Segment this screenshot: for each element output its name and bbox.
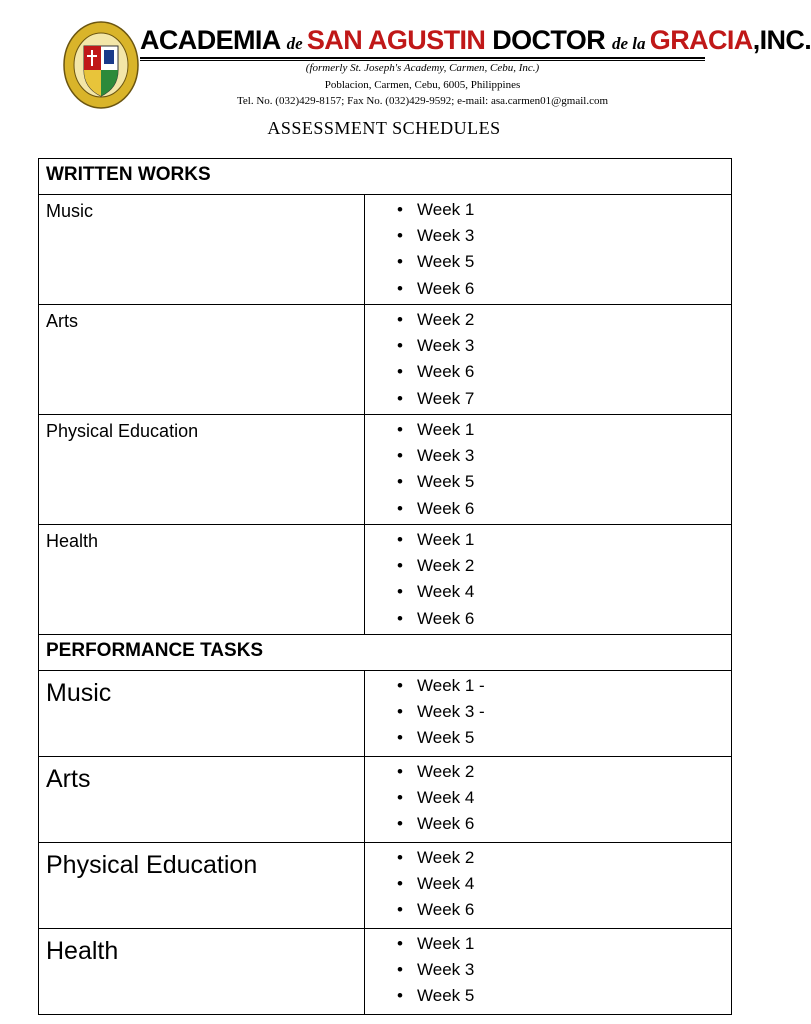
school-name-part5: ,INC. bbox=[752, 25, 811, 55]
week-item: • Week 5 bbox=[397, 469, 731, 495]
week-item: • Week 5 bbox=[397, 983, 731, 1009]
table-row bbox=[39, 929, 732, 1015]
formerly-line: (formerly St. Joseph's Academy, Carmen, Cebu, Inc.) bbox=[305, 62, 540, 74]
subject-name: Health bbox=[39, 929, 365, 1015]
week-item: • Week 3 bbox=[397, 333, 731, 359]
table-row bbox=[39, 757, 732, 843]
week-item: • Week 6 bbox=[397, 811, 731, 837]
week-item: • Week 6 bbox=[397, 276, 731, 302]
section-header-row bbox=[39, 159, 732, 195]
week-list bbox=[365, 929, 731, 1010]
week-item: • Week 1 bbox=[397, 527, 731, 553]
table-row bbox=[39, 671, 732, 757]
week-list bbox=[365, 305, 731, 412]
school-name-part4: GRACIA bbox=[649, 25, 753, 55]
week-list bbox=[365, 843, 731, 924]
week-item: • Week 6 bbox=[397, 606, 731, 632]
week-item: • Week 3 bbox=[397, 957, 731, 983]
contact-line: Tel. No. (032)429-8157; Fax No. (032)429-9592; e-mail: asa.carmen01@gmail.com bbox=[236, 95, 609, 107]
table-row bbox=[39, 525, 732, 635]
week-item: • Week 1 bbox=[397, 417, 731, 443]
week-item: • Week 6 bbox=[397, 496, 731, 522]
week-list bbox=[365, 415, 731, 522]
week-item: • Week 5 bbox=[397, 725, 731, 751]
subject-name: Music bbox=[39, 671, 365, 757]
week-item: • Week 2 bbox=[397, 845, 731, 871]
school-name-de: de bbox=[286, 34, 307, 53]
week-item: • Week 1 bbox=[397, 197, 731, 223]
subject-name: Health bbox=[39, 525, 365, 635]
week-item: • Week 5 bbox=[397, 249, 731, 275]
school-name bbox=[140, 24, 811, 60]
week-item: • Week 3 bbox=[397, 223, 731, 249]
week-item: • Week 6 bbox=[397, 359, 731, 385]
table-row bbox=[39, 415, 732, 525]
week-item: • Week 3 bbox=[397, 443, 731, 469]
school-name-part1: ACADEMIA bbox=[140, 25, 287, 55]
week-item: • Week 6 bbox=[397, 897, 731, 923]
address-line: Poblacion, Carmen, Cebu, 6005, Philippines bbox=[324, 79, 521, 91]
week-item: • Week 7 bbox=[397, 386, 731, 412]
week-item: • Week 1 bbox=[397, 931, 731, 957]
week-list bbox=[365, 195, 731, 302]
section-heading: WRITTEN WORKS bbox=[39, 159, 732, 195]
subject-name: Arts bbox=[39, 757, 365, 843]
subject-name: Music bbox=[39, 195, 365, 305]
table-row bbox=[39, 843, 732, 929]
week-item: • Week 4 bbox=[397, 785, 731, 811]
week-item: • Week 2 bbox=[397, 759, 731, 785]
week-item: • Week 4 bbox=[397, 579, 731, 605]
school-seal-logo bbox=[62, 20, 140, 110]
school-name-part3: DOCTOR bbox=[485, 25, 613, 55]
week-list bbox=[365, 671, 731, 752]
school-name-part2: SAN AGUSTIN bbox=[306, 25, 486, 55]
week-item: • Week 3 - bbox=[397, 699, 731, 725]
week-list bbox=[365, 757, 731, 838]
table-row bbox=[39, 195, 732, 305]
section-heading: PERFORMANCE TASKS bbox=[39, 635, 732, 671]
table-row bbox=[39, 305, 732, 415]
week-item: • Week 2 bbox=[397, 307, 731, 333]
header-rule-thick bbox=[140, 57, 705, 59]
section-header-row bbox=[39, 635, 732, 671]
assessment-schedule-table bbox=[38, 158, 732, 1015]
subject-name: Physical Education bbox=[39, 415, 365, 525]
week-item: • Week 2 bbox=[397, 553, 731, 579]
school-name-dela: de la bbox=[612, 34, 650, 53]
subject-name: Physical Education bbox=[39, 843, 365, 929]
week-item: • Week 4 bbox=[397, 871, 731, 897]
week-list bbox=[365, 525, 731, 632]
subject-name: Arts bbox=[39, 305, 365, 415]
header-rule-thin bbox=[140, 60, 705, 61]
week-item: • Week 1 - bbox=[397, 673, 731, 699]
page-title: ASSESSMENT SCHEDULES bbox=[267, 118, 501, 138]
